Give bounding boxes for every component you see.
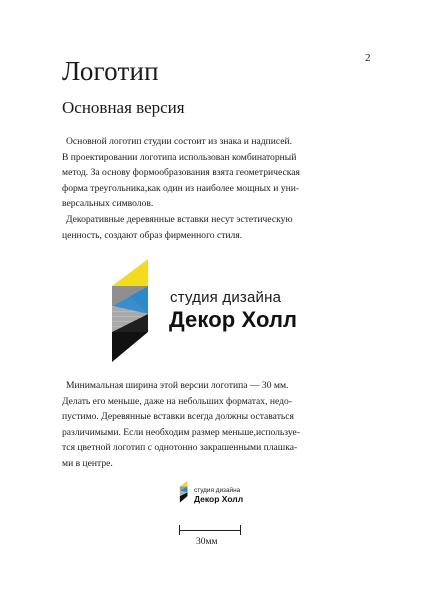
logo-small-text-studio: студия дизайна [194,487,241,494]
logo-yellow-triangle [112,259,148,286]
text-line: Основной логотип студии состоит из знака и надписей. [66,136,293,147]
dimension-label: 30мм [196,537,218,547]
text-line: различимыми. Если необходим размер меньше,используе- [62,426,301,438]
paragraph-min-size [62,378,362,472]
logo-text-name: Декор Холл [169,307,298,332]
text-line: Декоративные деревянные вставки несут эстетическую [66,213,293,225]
page-number: 2 [365,52,371,64]
logo-yellow-triangle [180,481,188,487]
text-line: Делать его меньше, даже на небольших форматах, недо- [62,395,293,407]
text-line: Минимальная ширина этой версии логотипа — 30 мм. [66,380,289,391]
logo-mark-small [179,480,193,503]
logo-mark [108,256,174,364]
text-line: метод. За основу формообразования взята геометрическая [62,167,300,179]
text-line: версальных символов. [62,198,154,210]
text-line: тся цветной логотип с однотонно закрашенными плашка- [62,442,298,454]
section-title: Основная версия [62,98,185,117]
dimension-line [179,530,241,531]
text-line: ми в центре. [62,457,113,469]
logo-small-text-name: Декор Холл [194,494,244,504]
text-line: ценность, создают образ фирменного стиля. [62,229,243,241]
text-line: В проектировании логотипа использован комбинаторный [62,151,297,163]
logo-black-triangle [112,332,148,362]
text-line: пустимо. Деревянные вставки всегда должны оставаться [62,411,294,423]
page-title: Логотип [62,56,159,86]
logo-text-studio: студия дизайна [170,289,282,306]
paragraph-intro [62,134,362,243]
dimension-tick-right [240,525,241,535]
text-line: форма треугольника,как один из наиболее мощных и уни- [62,182,300,194]
